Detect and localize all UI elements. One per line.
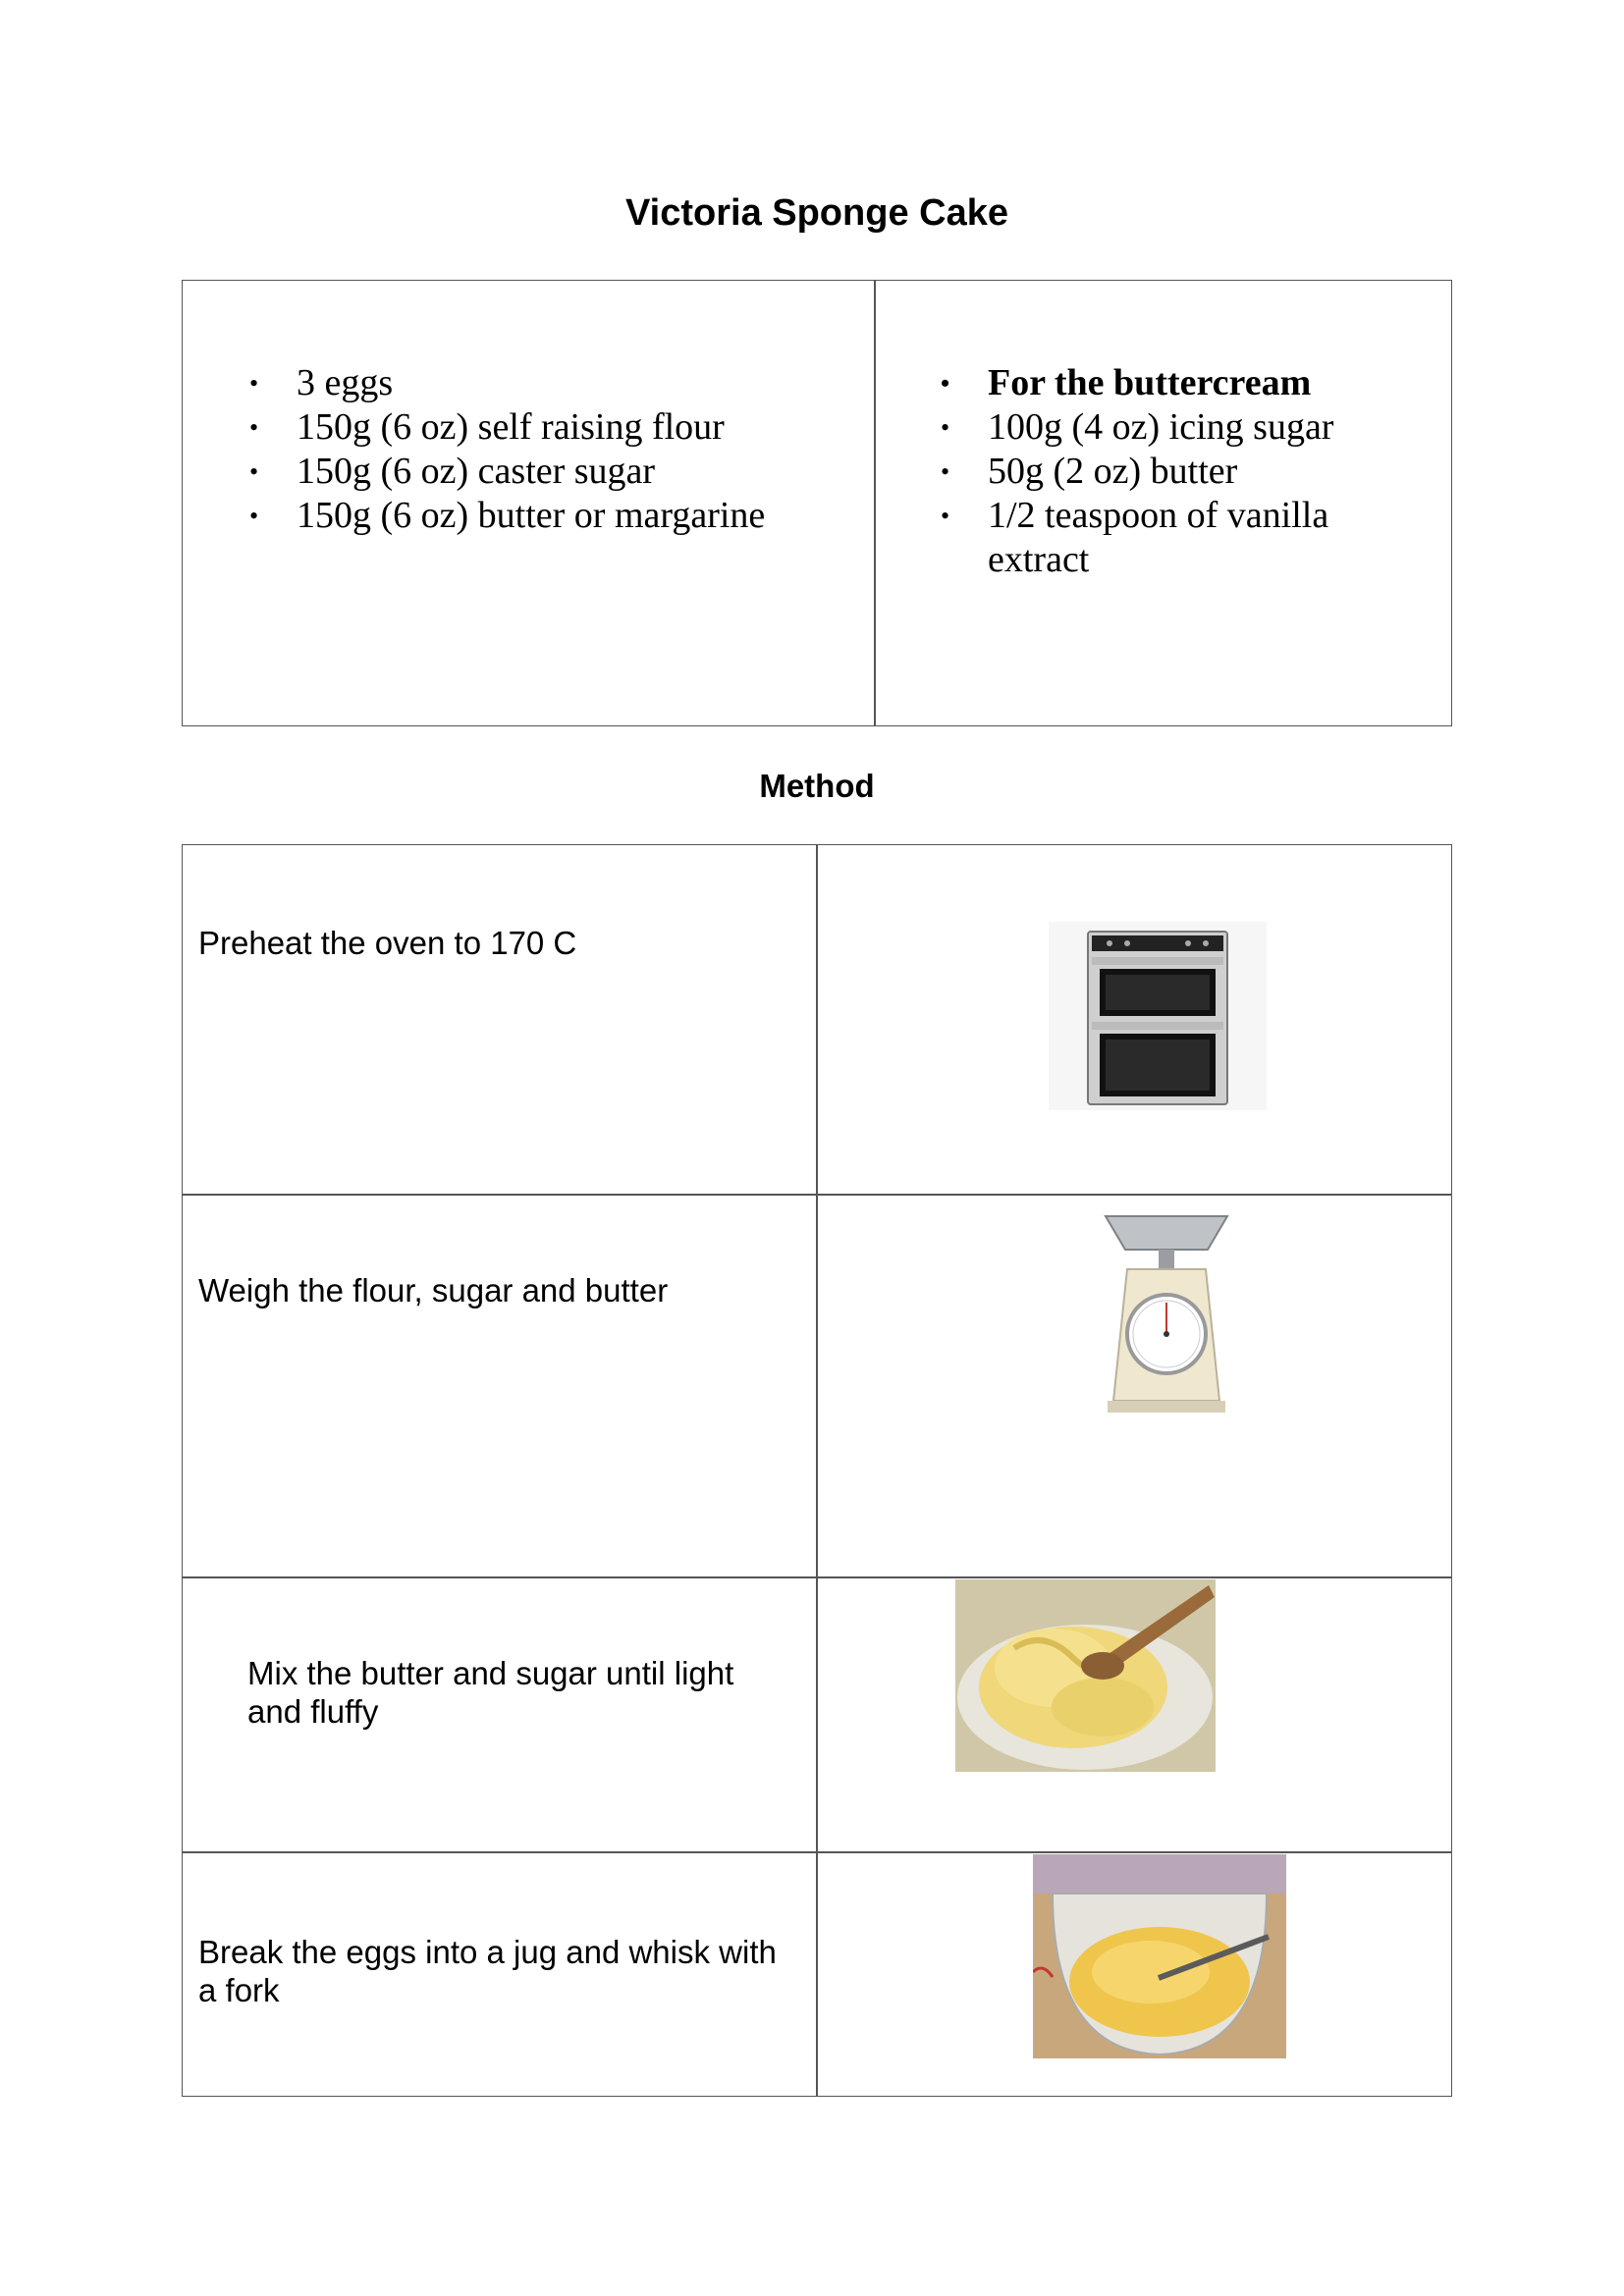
creamed-butter-photo [955,1579,1216,1772]
step-text-cell [182,1194,818,1578]
list-item: • 1/2 teaspoon of vanilla extract [988,494,1341,582]
buttercream-ingredients-list [988,361,1341,582]
ingredients-table [182,280,1452,728]
step-text: Preheat the oven to 170 C [198,925,577,961]
table-row [182,844,1452,1196]
step-image-cell [816,1194,1452,1578]
step-image-cell [816,1576,1452,1853]
list-item: • 150g (6 oz) butter or margarine [297,494,866,538]
kitchen-scale-photo [1098,1208,1235,1424]
step-text-cell [182,1576,818,1853]
oven-photo [1049,922,1267,1110]
buttercream-ingredients-cell [874,280,1452,726]
step-image-cell [816,844,1452,1196]
list-item: • 50g (2 oz) butter [988,450,1341,494]
step-text: Break the eggs into a jug and whisk with a fork [198,1934,777,2008]
list-item: • 3 eggs [297,361,866,405]
table-row [182,1851,1452,2097]
sponge-ingredients-list [297,361,866,538]
eggs-in-jug-photo [1033,1854,1286,2058]
step-text: Mix the butter and sugar until light and fluffy [247,1655,734,1730]
list-item: • 150g (6 oz) caster sugar [297,450,866,494]
list-item: • 100g (4 oz) icing sugar [988,405,1341,450]
step-text-cell [182,1851,818,2097]
step-text: Weigh the flour, sugar and butter [198,1272,669,1308]
table-row [182,1576,1452,1853]
step-text-cell [182,844,818,1196]
sponge-ingredients-cell [182,280,876,726]
list-item: • 150g (6 oz) self raising flour [297,405,866,450]
method-heading: Method [759,768,875,804]
table-row [182,1194,1452,1578]
buttercream-heading: • For the buttercream [988,361,1341,405]
step-image-cell [816,1851,1452,2097]
page-title: Victoria Sponge Cake [625,192,1008,234]
